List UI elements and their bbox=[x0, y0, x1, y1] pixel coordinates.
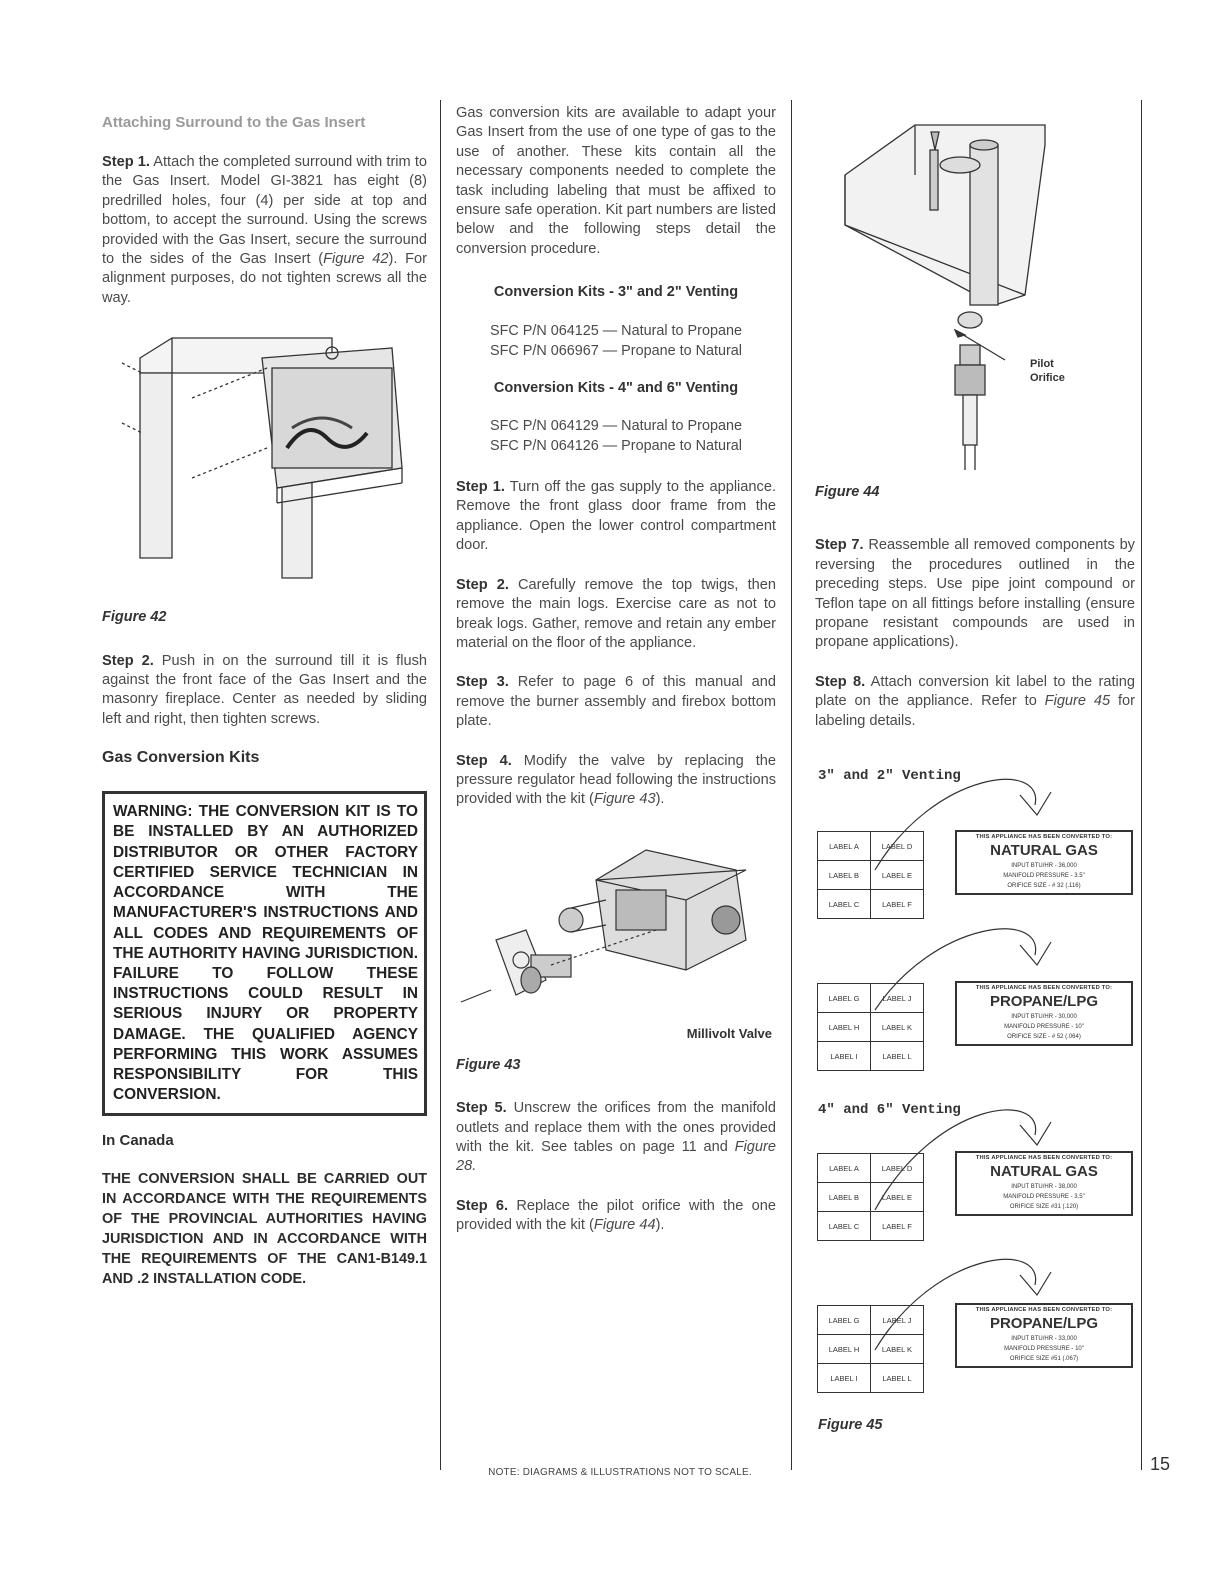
label-cell: LABEL B bbox=[818, 861, 871, 890]
column-rule-left bbox=[440, 100, 441, 1470]
step-text: Turn off the gas supply to the appliance. Remove the front glass door frame from the appliance. Open the lower control compartment door. bbox=[456, 479, 776, 554]
step-text: Push in on the surround till it is flush against the front face of the Gas Insert and the masonry fireplace. Center as needed by sliding left and right, then tighten screws. bbox=[102, 652, 427, 727]
plate-line: ORIFICE SIZE - # 52 (.064) bbox=[1007, 1034, 1081, 1040]
step-text: Unscrew the orifices from the manifold outlets and replace them with the ones provided with the kit. See tables on page 11 and bbox=[456, 1100, 777, 1155]
rating-plate-natural-1 bbox=[955, 830, 1133, 895]
step-label: Step 5. bbox=[456, 1100, 507, 1117]
step-text-tail: for labeling details. bbox=[815, 693, 1135, 729]
plate-gas: PROPANE/LPG bbox=[989, 993, 1099, 1010]
page-number: 15 bbox=[1150, 1454, 1171, 1474]
figure-ref: Figure 45 bbox=[1044, 693, 1111, 710]
rating-plate-propane-2 bbox=[955, 1303, 1133, 1368]
plate-line: INPUT BTU/HR - 30,000 bbox=[1011, 1014, 1077, 1020]
label-cell: LABEL G bbox=[818, 984, 871, 1013]
label-cell: LABEL D bbox=[871, 1154, 924, 1183]
label-cell: LABEL E bbox=[871, 1183, 924, 1212]
step-text: Attach conversion kit label to the rating plate on the appliance. Refer to bbox=[815, 673, 1136, 710]
column-3 bbox=[815, 105, 1135, 751]
step-label: Step 2. bbox=[456, 576, 509, 593]
figure-45-caption: Figure 45 bbox=[818, 1417, 883, 1433]
step-text: Attach the completed surround with trim to the Gas Insert. Model GI-3821 has eight (8) predrilled holes, four (4) per side at top and bottom, to accept the surround. Using the screws provided with the Gas Insert, secure the surround to the sides of the Gas Insert ( bbox=[102, 154, 428, 268]
valve-label: Millivolt Valve bbox=[686, 1025, 772, 1041]
figure-43-millivolt-valve-illustration bbox=[456, 830, 776, 1020]
label-cell: LABEL G bbox=[818, 1306, 871, 1335]
label-cell: LABEL F bbox=[871, 890, 924, 919]
figure-42-caption: Figure 42 bbox=[102, 609, 167, 626]
figure-ref: Figure 43 bbox=[593, 791, 656, 808]
step-label: Step 6. bbox=[456, 1197, 509, 1214]
figure-42-surround-illustration bbox=[102, 328, 427, 598]
plate-line: MANIFOLD PRESSURE - 10" bbox=[1004, 1346, 1084, 1352]
col2-step2 bbox=[456, 576, 776, 654]
figure-ref: Figure 42 bbox=[323, 251, 389, 268]
figure-44-pilot-orifice-illustration bbox=[815, 105, 1135, 475]
plate-gas: PROPANE/LPG bbox=[989, 1315, 1099, 1332]
label-grid-4 bbox=[817, 1305, 924, 1393]
kit-item: SFC P/N 064125 — Natural to Propane bbox=[490, 322, 742, 339]
plate-line: INPUT BTU/HR - 36,000 bbox=[1011, 863, 1077, 869]
step-text-tail: ). bbox=[655, 791, 665, 808]
plate-header: THIS APPLIANCE HAS BEEN CONVERTED TO: bbox=[975, 1307, 1113, 1313]
step-label: Step 1. bbox=[456, 479, 505, 496]
kits-4-6-heading: Conversion Kits - 4" and 6" Venting bbox=[493, 379, 739, 396]
step-text-tail: ). bbox=[655, 1217, 665, 1234]
plate-line: INPUT BTU/HR - 33,000 bbox=[1011, 1336, 1077, 1342]
figure-44-caption: Figure 44 bbox=[815, 484, 880, 500]
label-cell: LABEL J bbox=[871, 984, 924, 1013]
plate-line: MANIFOLD PRESSURE - 10" bbox=[1004, 1024, 1084, 1030]
figure-ref: Figure 28. bbox=[456, 1138, 776, 1175]
plate-gas: NATURAL GAS bbox=[990, 1163, 1098, 1180]
conversion-intro bbox=[456, 104, 776, 259]
step-text: Modify the valve by replacing the pressure regulator head following the instructions provided with the kit ( bbox=[456, 752, 776, 808]
label-cell: LABEL L bbox=[871, 1042, 924, 1071]
figure-43-caption: Figure 43 bbox=[456, 1056, 521, 1073]
step-text: Refer to page 6 of this manual and remove the burner assembly and firebox bottom plate. bbox=[456, 674, 776, 730]
kit-item: SFC P/N 066967 — Propane to Natural bbox=[490, 342, 742, 359]
step-label: Step 1. bbox=[102, 154, 150, 170]
plate-header: THIS APPLIANCE HAS BEEN CONVERTED TO: bbox=[975, 834, 1113, 840]
kits-3-2-list bbox=[456, 321, 776, 361]
step-text: Carefully remove the top twigs, then remove the main logs. Exercise care as not to break logs. Gather, remove and retain any ember material on the floor of the appliance. bbox=[456, 576, 776, 651]
plate-line: ORIFICE SIZE #31 (.120) bbox=[1009, 1204, 1079, 1210]
plate-line: MANIFOLD PRESSURE - 3.5" bbox=[1003, 1194, 1085, 1200]
rating-plate-natural-2 bbox=[955, 1151, 1133, 1216]
label-cell: LABEL A bbox=[818, 1154, 871, 1183]
column-2 bbox=[456, 104, 776, 1256]
label-grid-1 bbox=[817, 831, 924, 919]
step-label: Step 4. bbox=[456, 752, 512, 769]
kits-4-6-list bbox=[456, 416, 776, 456]
canada-heading: In Canada bbox=[102, 1132, 174, 1150]
venting-3-2-heading: 3" and 2" Venting bbox=[818, 768, 961, 784]
label-cell: LABEL I bbox=[818, 1042, 871, 1071]
col3-step8 bbox=[815, 673, 1135, 731]
step-text: Replace the pilot orifice with the one provided with the kit ( bbox=[456, 1197, 776, 1234]
plate-header: THIS APPLIANCE HAS BEEN CONVERTED TO: bbox=[975, 985, 1113, 991]
step-label: Step 3. bbox=[456, 674, 509, 691]
column-rule-right bbox=[791, 100, 792, 1470]
step-label: Step 8. bbox=[815, 673, 866, 690]
section-heading-attaching: Attaching Surround to the Gas Insert bbox=[102, 114, 366, 131]
scale-note: NOTE: DIAGRAMS & ILLUSTRATIONS NOT TO SCALE. bbox=[488, 1467, 752, 1478]
venting-4-6-heading: 4" and 6" Venting bbox=[818, 1102, 961, 1118]
col1-step1 bbox=[102, 153, 427, 308]
col3-step7 bbox=[815, 536, 1135, 652]
col2-step4 bbox=[456, 752, 776, 810]
col1-step2 bbox=[102, 652, 427, 730]
warning-box: WARNING: THE CONVERSION KIT IS TO BE INSTALLED BY AN AUTHORIZED DISTRIBUTOR OR OTHER FACTORY CERTIFIED SERVICE TECHNICIAN IN ACCORDANCE WITH THE MANUFACTURER'S INSTRUCTIONS AND ALL CODES AND REQUIREMENTS OF THE AUTHORITY HAVING JURISDICTION. FAILURE TO FOLLOW THESE INSTRUCTIONS COULD RESULT IN SERIOUS INJURY OR PROPERTY DAMAGE. THE QUALIFIED AGENCY PERFORMING THIS WORK ASSUMES RESPONSIBILITY FOR THIS CONVERSION. bbox=[102, 791, 427, 1116]
col2-step6 bbox=[456, 1197, 776, 1236]
step-label: Step 2. bbox=[102, 652, 154, 669]
kit-item: SFC P/N 064129 — Natural to Propane bbox=[490, 418, 742, 435]
label-cell: LABEL C bbox=[818, 1212, 871, 1241]
orifice-label: Orifice bbox=[1030, 372, 1065, 384]
label-cell: LABEL K bbox=[871, 1013, 924, 1042]
label-cell: LABEL C bbox=[818, 890, 871, 919]
figure-ref: Figure 44 bbox=[593, 1217, 656, 1234]
kits-3-2-heading: Conversion Kits - 3" and 2" Venting bbox=[493, 284, 739, 301]
label-cell: LABEL H bbox=[818, 1335, 871, 1364]
col2-step3 bbox=[456, 673, 776, 731]
kit-item: SFC P/N 064126 — Propane to Natural bbox=[490, 438, 742, 455]
label-cell: LABEL E bbox=[871, 861, 924, 890]
pilot-label: Pilot bbox=[1030, 358, 1054, 370]
col2-step1 bbox=[456, 478, 776, 556]
label-cell: LABEL B bbox=[818, 1183, 871, 1212]
rating-plate-propane-1 bbox=[955, 981, 1133, 1046]
label-grid-3 bbox=[817, 1153, 924, 1241]
col2-step5 bbox=[456, 1099, 776, 1177]
canada-text: THE CONVERSION SHALL BE CARRIED OUT IN ACCORDANCE WITH THE REQUIREMENTS OF THE PROVINCIAL AUTHORITIES HAVING JURISDICTION AND IN ACCORDANCE WITH THE REQUIREMENTS OF THE CAN1-B149.1 AND .2 INSTALLATION CODE. bbox=[102, 1171, 427, 1288]
label-cell: LABEL H bbox=[818, 1013, 871, 1042]
label-cell: LABEL F bbox=[871, 1212, 924, 1241]
label-cell: LABEL A bbox=[818, 832, 871, 861]
plate-line: INPUT BTU/HR - 38,000 bbox=[1011, 1184, 1077, 1190]
gas-conversion-heading: Gas Conversion Kits bbox=[102, 749, 260, 767]
plate-gas: NATURAL GAS bbox=[990, 842, 1098, 859]
label-cell: LABEL I bbox=[818, 1364, 871, 1393]
figure-43-container bbox=[456, 830, 776, 1040]
label-grid-2 bbox=[817, 983, 924, 1071]
column-1 bbox=[102, 100, 427, 1309]
label-cell: LABEL J bbox=[871, 1306, 924, 1335]
step-label: Step 7. bbox=[815, 537, 864, 554]
step-text: Reassemble all removed components by reversing the procedures outlined in the preceding steps. Use pipe joint compound or Teflon tape on all fittings before installing (ensure propane resistant compounds are used in propane applications). bbox=[815, 537, 1135, 651]
plate-line: MANIFOLD PRESSURE - 3.5" bbox=[1003, 873, 1085, 879]
plate-line: ORIFICE SIZE - # 32 (.116) bbox=[1007, 883, 1081, 889]
label-cell: LABEL K bbox=[871, 1335, 924, 1364]
figure-44-container bbox=[815, 105, 1135, 475]
plate-header: THIS APPLIANCE HAS BEEN CONVERTED TO: bbox=[975, 1155, 1113, 1161]
label-cell: LABEL L bbox=[871, 1364, 924, 1393]
step-text-tail: ). For alignment purposes, do not tighten screws all the way. bbox=[102, 251, 427, 306]
label-cell: LABEL D bbox=[871, 832, 924, 861]
plate-line: ORIFICE SIZE #51 (.067) bbox=[1009, 1356, 1079, 1362]
intro-text: Gas conversion kits are available to adapt your Gas Insert from the use of one type of gas to the use of another. These kits contain all the necessary components needed to complete the task including labeling that must be affixed to ensure safe operation. Kit part numbers are listed below and the following steps detail the conversion procedure. bbox=[456, 105, 776, 257]
